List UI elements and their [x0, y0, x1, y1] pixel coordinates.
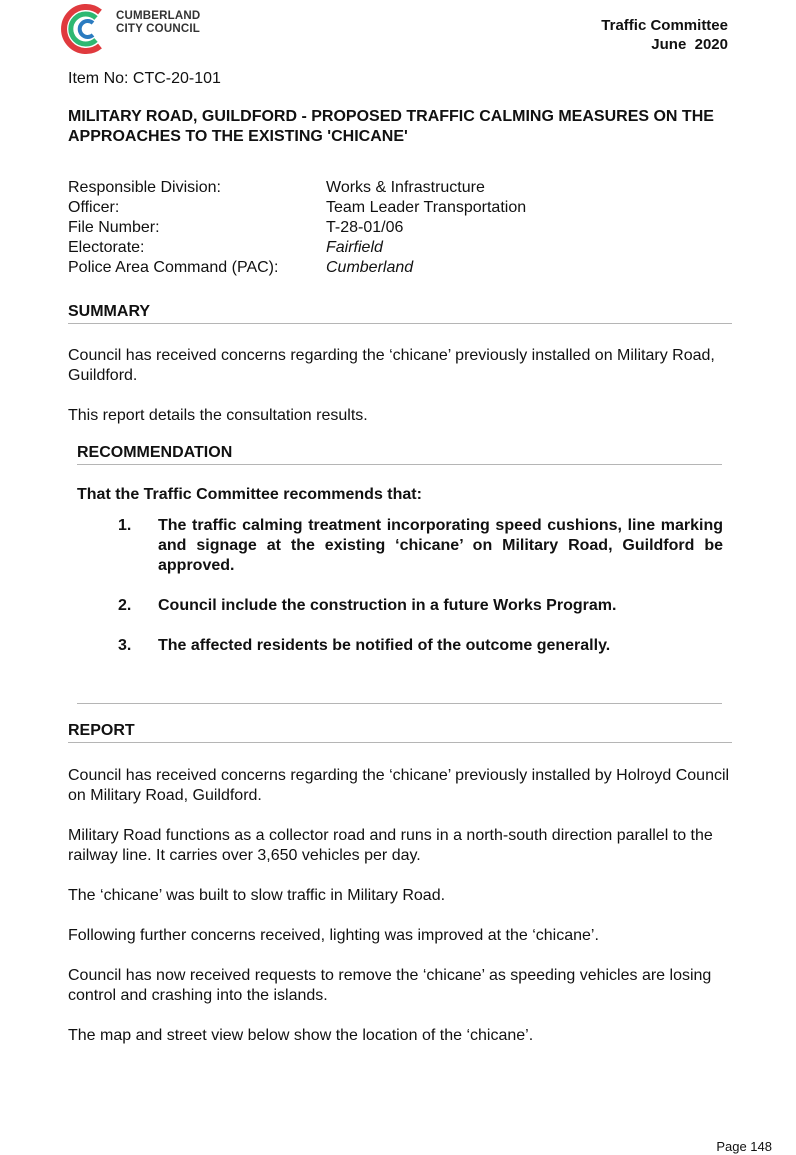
page-number: Page 148 — [716, 1139, 772, 1154]
recommendation-item — [68, 596, 723, 616]
meta-value: Team Leader Transportation — [326, 199, 527, 216]
recommendation-text: Council include the construction in a future Works Program. — [158, 597, 617, 614]
report-para-2: Military Road functions as a collector road and runs in a north-south direction parallel to the railway line. It carries over 3,650 vehicles per day. — [68, 827, 713, 864]
committee-date: June 2020 — [651, 36, 728, 53]
report-title: MILITARY ROAD, GUILDFORD - PROPOSED TRAFFIC CALMING MEASURES ON THE APPROACHES TO THE EXISTING 'CHICANE' — [68, 108, 714, 145]
report-para-5: Council has now received requests to remove the ‘chicane’ as speeding vehicles are losing control and crashing into the islands. — [68, 967, 712, 1004]
meta-row — [68, 178, 526, 198]
logo-line2: CITY COUNCIL — [116, 23, 200, 35]
recommendation-text: The traffic calming treatment incorporating speed cushions, line marking and signage at the existing ‘chicane’ on Military Road, Guildford be approved. — [158, 517, 723, 574]
meta-label: Officer: — [68, 199, 120, 216]
summary-para-2: This report details the consultation results. — [68, 407, 368, 424]
meta-row — [68, 218, 526, 238]
item-number: Item No: CTC-20-101 — [68, 70, 221, 87]
report-para-4: Following further concerns received, lighting was improved at the ‘chicane’. — [68, 927, 599, 944]
recommendation-item — [68, 516, 723, 576]
recommendation-end-rule — [77, 703, 722, 704]
summary-rule — [68, 323, 732, 324]
meta-label: Responsible Division: — [68, 179, 221, 196]
report-rule — [68, 742, 732, 743]
header-committee-block — [601, 16, 728, 54]
report-para-1: Council has received concerns regarding the ‘chicane’ previously installed by Holroyd Council on Military Road, Guildford. — [68, 767, 730, 804]
recommendation-rule — [77, 464, 722, 465]
meta-value: Works & Infrastructure — [326, 179, 485, 196]
recommendation-heading: RECOMMENDATION — [77, 444, 233, 461]
meta-label: Police Area Command (PAC): — [68, 259, 279, 276]
recommendation-number: 1. — [118, 517, 132, 534]
meta-value: Fairfield — [326, 239, 383, 256]
meta-label: Electorate: — [68, 239, 145, 256]
recommendation-list — [68, 516, 723, 676]
meta-label: File Number: — [68, 219, 160, 236]
summary-heading: SUMMARY — [68, 303, 151, 320]
council-logo-icon — [56, 0, 114, 58]
logo-line1: CUMBERLAND — [116, 10, 201, 22]
recommendation-number: 2. — [118, 597, 132, 614]
committee-name: Traffic Committee — [601, 17, 728, 34]
summary-para-1: Council has received concerns regarding the ‘chicane’ previously installed on Military Road, Guildford. — [68, 347, 715, 384]
report-heading: REPORT — [68, 722, 135, 739]
meta-row — [68, 238, 526, 258]
meta-row — [68, 258, 526, 278]
meta-table — [68, 178, 526, 278]
council-logo — [56, 0, 216, 58]
report-para-6: The map and street view below show the location of the ‘chicane’. — [68, 1027, 534, 1044]
recommendation-intro: That the Traffic Committee recommends that: — [77, 486, 422, 503]
recommendation-text: The affected residents be notified of the outcome generally. — [158, 637, 611, 654]
report-para-3: The ‘chicane’ was built to slow traffic in Military Road. — [68, 887, 446, 904]
recommendation-number: 3. — [118, 637, 132, 654]
meta-value: T-28-01/06 — [326, 219, 404, 236]
meta-value: Cumberland — [326, 259, 414, 276]
recommendation-item — [68, 636, 723, 656]
meta-row — [68, 198, 526, 218]
